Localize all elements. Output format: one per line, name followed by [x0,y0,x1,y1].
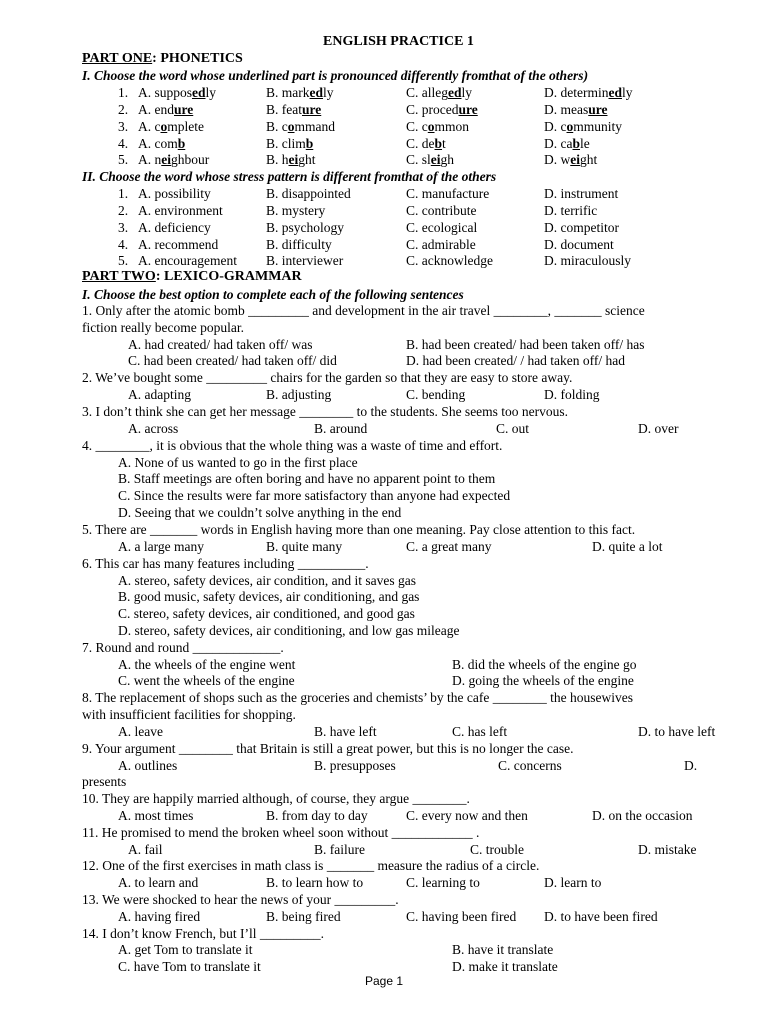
question-6-option-c-line [0,606,768,623]
question-14-option-a[interactable]: A. get Tom to translate it [118,942,253,957]
underlined-sound: o [287,119,295,134]
question-8-option-b[interactable]: B. have left [314,724,377,739]
question-13-option-a[interactable]: A. having fired [118,909,201,924]
underlined-sound: o [566,119,574,134]
stress-option-b[interactable]: B. interviewer [266,253,344,268]
question-10-option-d[interactable]: D. on the occasion [592,808,693,823]
question-number: 3. [118,220,129,235]
question-6-option-c[interactable]: C. stereo, safety devices, air conditioned, and good gas [118,606,415,621]
question-5-option-c[interactable]: C. a great many [406,539,492,554]
pronunciation-option-b[interactable]: B. feature [266,102,322,117]
pronunciation-option-d[interactable]: D. weight [544,152,598,167]
part-two-name: : LEXICO-GRAMMAR [155,269,302,284]
question-8-option-d[interactable]: D. to have left [638,724,716,739]
question-4-option-c[interactable]: C. Since the results were far more satisfactory than anyone had expected [118,488,511,503]
question-5-option-d[interactable]: D. quite a lot [592,539,663,554]
underlined-sound: ure [458,102,478,117]
question-11-option-d[interactable]: D. mistake [638,842,697,857]
pronunciation-option-c[interactable]: C. procedure [406,102,478,117]
pronunciation-question-5 [0,152,768,169]
underlined-sound: ure [588,102,608,117]
pronunciation-option-a[interactable]: A. complete [138,119,204,134]
question-11-options [0,842,768,859]
underlined-sound: b [177,136,186,151]
part-two-label: PART TWO [82,269,156,284]
question-11-option-a[interactable]: A. fail [128,842,163,857]
question-11-stem: 11. He promised to mend the broken wheel soon without ____________ . [82,825,480,840]
question-1-option-c[interactable]: C. had been created/ had taken off/ did [128,353,337,368]
question-10-option-a[interactable]: A. most times [118,808,194,823]
question-7-option-b[interactable]: B. did the wheels of the engine go [452,657,637,672]
question-14-options-row1 [0,942,768,959]
question-1-options-row2 [0,353,768,370]
underlined-sound: o [160,119,168,134]
stress-option-b[interactable]: B. disappointed [266,186,351,201]
question-1-stem: 1. Only after the atomic bomb _________ and development in the air travel ________, _______ science [82,303,645,318]
stress-option-a[interactable]: A. deficiency [138,220,211,235]
question-1-option-b[interactable]: B. had been created/ had been taken off/ has [406,337,645,352]
question-number: 4. [118,136,129,151]
question-10-option-c[interactable]: C. every now and then [406,808,528,823]
stress-option-c[interactable]: C. admirable [406,237,476,252]
question-6-option-b-line [0,589,768,606]
underlined-sound: b [434,136,443,151]
underlined-sound: ed [448,85,462,100]
document-title: ENGLISH PRACTICE 1 [323,34,474,49]
question-12-option-a[interactable]: A. to learn and [118,875,199,890]
question-9-option-a[interactable]: A. outlines [118,758,178,773]
question-6-option-d[interactable]: D. stereo, safety devices, air conditioning, and low gas mileage [118,623,460,638]
pronunciation-option-d[interactable]: D. determinedly [544,85,633,100]
question-2-option-a[interactable]: A. adapting [128,387,191,402]
stress-question-5 [0,253,768,270]
question-14-option-c[interactable]: C. have Tom to translate it [118,959,261,974]
question-3-option-a[interactable]: A. across [128,421,179,436]
question-3-stem: 3. I don’t think she can get her message ________ to the students. She seems too nervous. [82,404,569,419]
question-2-stem: 2. We’ve bought some _________ chairs for the garden so that they are easy to store away. [82,370,573,385]
question-8-options [0,724,768,741]
stress-question-2 [0,203,768,220]
pronunciation-option-c[interactable]: C. debt [406,136,446,151]
pronunciation-option-c[interactable]: C. sleigh [406,152,455,167]
stress-option-a[interactable]: A. recommend [138,237,219,252]
pronunciation-question-4 [0,136,768,153]
underlined-sound: ei [288,152,299,167]
underlined-sound: ure [174,102,194,117]
underlined-sound: ei [430,152,441,167]
question-number: 5. [118,152,129,167]
stress-option-c[interactable]: C. contribute [406,203,477,218]
underlined-sound: b [305,136,314,151]
pronunciation-option-a[interactable]: A. comb [138,136,186,151]
question-9-options [0,758,768,775]
question-12-stem: 12. One of the first exercises in math class is _______ measure the radius of a circle. [82,858,540,873]
pronunciation-option-b[interactable]: B. climb [266,136,314,151]
underlined-sound: ed [192,85,206,100]
pronunciation-option-b[interactable]: B. command [266,119,336,134]
question-6-stem: 6. This car has many features including __________. [82,556,369,571]
question-13-option-b[interactable]: B. being fired [266,909,341,924]
question-7-stem: 7. Round and round _____________. [82,640,284,655]
question-number: 2. [118,102,129,117]
grammar-instruction: I. Choose the best option to complete each of the following sentences [82,287,464,302]
underlined-sound: ure [302,102,322,117]
question-2-option-d[interactable]: D. folding [544,387,600,402]
question-1-option-d[interactable]: D. had been created/ / had taken off/ had [406,353,626,368]
pronunciation-question-1 [0,85,768,102]
stress-option-c[interactable]: C. manufacture [406,186,490,201]
question-3-options [0,421,768,438]
stress-option-a[interactable]: A. encouragement [138,253,237,268]
question-9-option-d[interactable]: presents [82,774,127,789]
question-4-stem: 4. ________, it is obvious that the whole thing was a waste of time and effort. [82,438,503,453]
stress-option-a[interactable]: A. environment [138,203,223,218]
part-one-heading [0,51,768,68]
stress-question-3 [0,220,768,237]
question-number: 2. [118,203,129,218]
question-5-options [0,539,768,556]
question-7-options-row1 [0,657,768,674]
question-6-option-d-line [0,623,768,640]
question-9-option-d-letter[interactable]: D. [684,758,698,773]
question-4-option-d-line [0,505,768,522]
stress-question-4 [0,237,768,254]
question-13-option-d[interactable]: D. to have been fired [544,909,658,924]
pronunciation-option-d[interactable]: D. measure [544,102,608,117]
page-number: Page 1 [364,974,404,988]
question-5-option-a[interactable]: A. a large many [118,539,204,554]
phonetics-instruction-2: II. Choose the word whose stress pattern is different fromthat of the others [82,169,497,184]
document-title-line [0,34,768,51]
question-7-option-c[interactable]: C. went the wheels of the engine [118,673,295,688]
question-number: 1. [118,186,129,201]
question-12-option-c[interactable]: C. learning to [406,875,480,890]
question-12-option-b[interactable]: B. to learn how to [266,875,364,890]
question-2-option-b[interactable]: B. adjusting [266,387,332,402]
question-9-option-c[interactable]: C. concerns [498,758,562,773]
question-6-option-a-line [0,573,768,590]
question-number: 1. [118,85,129,100]
question-10-option-b[interactable]: B. from day to day [266,808,368,823]
pronunciation-option-a[interactable]: A. neighbour [138,152,210,167]
stress-option-d[interactable]: D. terrific [544,203,598,218]
question-12-options [0,875,768,892]
pronunciation-option-b[interactable]: B. markedly [266,85,334,100]
pronunciation-option-a[interactable]: A. endure [138,102,194,117]
question-8-option-a[interactable]: A. leave [118,724,163,739]
question-number: 4. [118,237,129,252]
question-7-options-row2 [0,673,768,690]
question-2-options [0,387,768,404]
underlined-sound: ei [570,152,580,167]
question-6-option-b[interactable]: B. good music, safety devices, air conditioning, and gas [118,589,420,604]
underlined-sound: o [427,119,435,134]
question-number: 3. [118,119,129,134]
question-5-option-b[interactable]: B. quite many [266,539,343,554]
question-3-option-c[interactable]: C. out [496,421,530,436]
question-13-options [0,909,768,926]
question-4-option-a-line [0,455,768,472]
stress-option-b[interactable]: B. mystery [266,203,326,218]
stress-option-c[interactable]: C. ecological [406,220,478,235]
question-4-option-a[interactable]: A. None of us wanted to go in the first place [118,455,358,470]
underlined-sound: ed [608,85,622,100]
question-4-option-d[interactable]: D. Seeing that we couldn’t solve anything in the end [118,505,402,520]
underlined-sound: ei [161,152,171,167]
question-14-stem: 14. I don’t know French, but I’ll _________. [82,926,324,941]
question-9-option-d-line [0,774,768,791]
question-11-option-c[interactable]: C. trouble [470,842,524,857]
stress-question-1 [0,186,768,203]
question-3-option-b[interactable]: B. around [314,421,368,436]
pronunciation-option-a[interactable]: A. supposedly [138,85,217,100]
question-14-option-d[interactable]: D. make it translate [452,959,558,974]
question-13-option-c[interactable]: C. having been fired [406,909,517,924]
question-1-options-row1 [0,337,768,354]
stress-option-b[interactable]: B. difficulty [266,237,332,252]
stress-option-b[interactable]: B. psychology [266,220,345,235]
question-10-options [0,808,768,825]
pronunciation-option-d[interactable]: D. community [544,119,623,134]
part-one-name: : PHONETICS [152,51,243,66]
stress-option-d[interactable]: D. miraculously [544,253,631,268]
question-9-stem: 9. Your argument ________ that Britain is still a great power, but this is no longer the case. [82,741,574,756]
part-one-label: PART ONE [82,51,153,66]
question-2-option-c[interactable]: C. bending [406,387,466,402]
question-7-option-a[interactable]: A. the wheels of the engine went [118,657,296,672]
underlined-sound: ed [309,85,324,100]
stress-option-a[interactable]: A. possibility [138,186,211,201]
question-4-option-b[interactable]: B. Staff meetings are often boring and have no apparent point to them [118,471,496,486]
pronunciation-question-2 [0,102,768,119]
stress-option-d[interactable]: D. instrument [544,186,619,201]
question-number: 5. [118,253,129,268]
underlined-sound: b [572,136,580,151]
question-4-option-b-line [0,471,768,488]
pronunciation-option-c[interactable]: C. common [406,119,470,134]
pronunciation-question-3 [0,119,768,136]
phonetics-instruction-1: I. Choose the word whose underlined part is pronounced differently fromthat of the others) [82,68,589,83]
question-1-option-a[interactable]: A. had created/ had taken off/ was [128,337,313,352]
stress-option-c[interactable]: C. acknowledge [406,253,493,268]
question-12-option-d[interactable]: D. learn to [544,875,602,890]
stress-option-d[interactable]: D. document [544,237,614,252]
question-13-stem: 13. We were shocked to hear the news of your _________. [82,892,399,907]
question-1-stem-cont: fiction really become popular. [82,320,244,335]
question-14-option-b[interactable]: B. have it translate [452,942,554,957]
question-5-stem: 5. There are _______ words in English having more than one meaning. Pay close attention to this fact. [82,522,636,537]
pronunciation-option-b[interactable]: B. height [266,152,316,167]
question-9-option-b[interactable]: B. presupposes [314,758,396,773]
question-6-option-a[interactable]: A. stereo, safety devices, air condition, and it saves gas [118,573,417,588]
question-11-option-b[interactable]: B. failure [314,842,365,857]
question-8-option-c[interactable]: C. has left [452,724,508,739]
question-8-stem-cont: with insufficient facilities for shopping. [82,707,296,722]
question-3-option-d[interactable]: D. over [638,421,679,436]
question-4-option-c-line [0,488,768,505]
question-7-option-d[interactable]: D. going the wheels of the engine [452,673,634,688]
pronunciation-option-d[interactable]: D. cable [544,136,590,151]
part-two-heading [0,269,768,286]
pronunciation-option-c[interactable]: C. allegedly [406,85,473,100]
question-10-stem: 10. They are happily married although, of course, they argue ________. [82,791,470,806]
question-8-stem: 8. The replacement of shops such as the groceries and chemists’ by the cafe ________ the housewives [82,690,633,705]
stress-option-d[interactable]: D. competitor [544,220,619,235]
